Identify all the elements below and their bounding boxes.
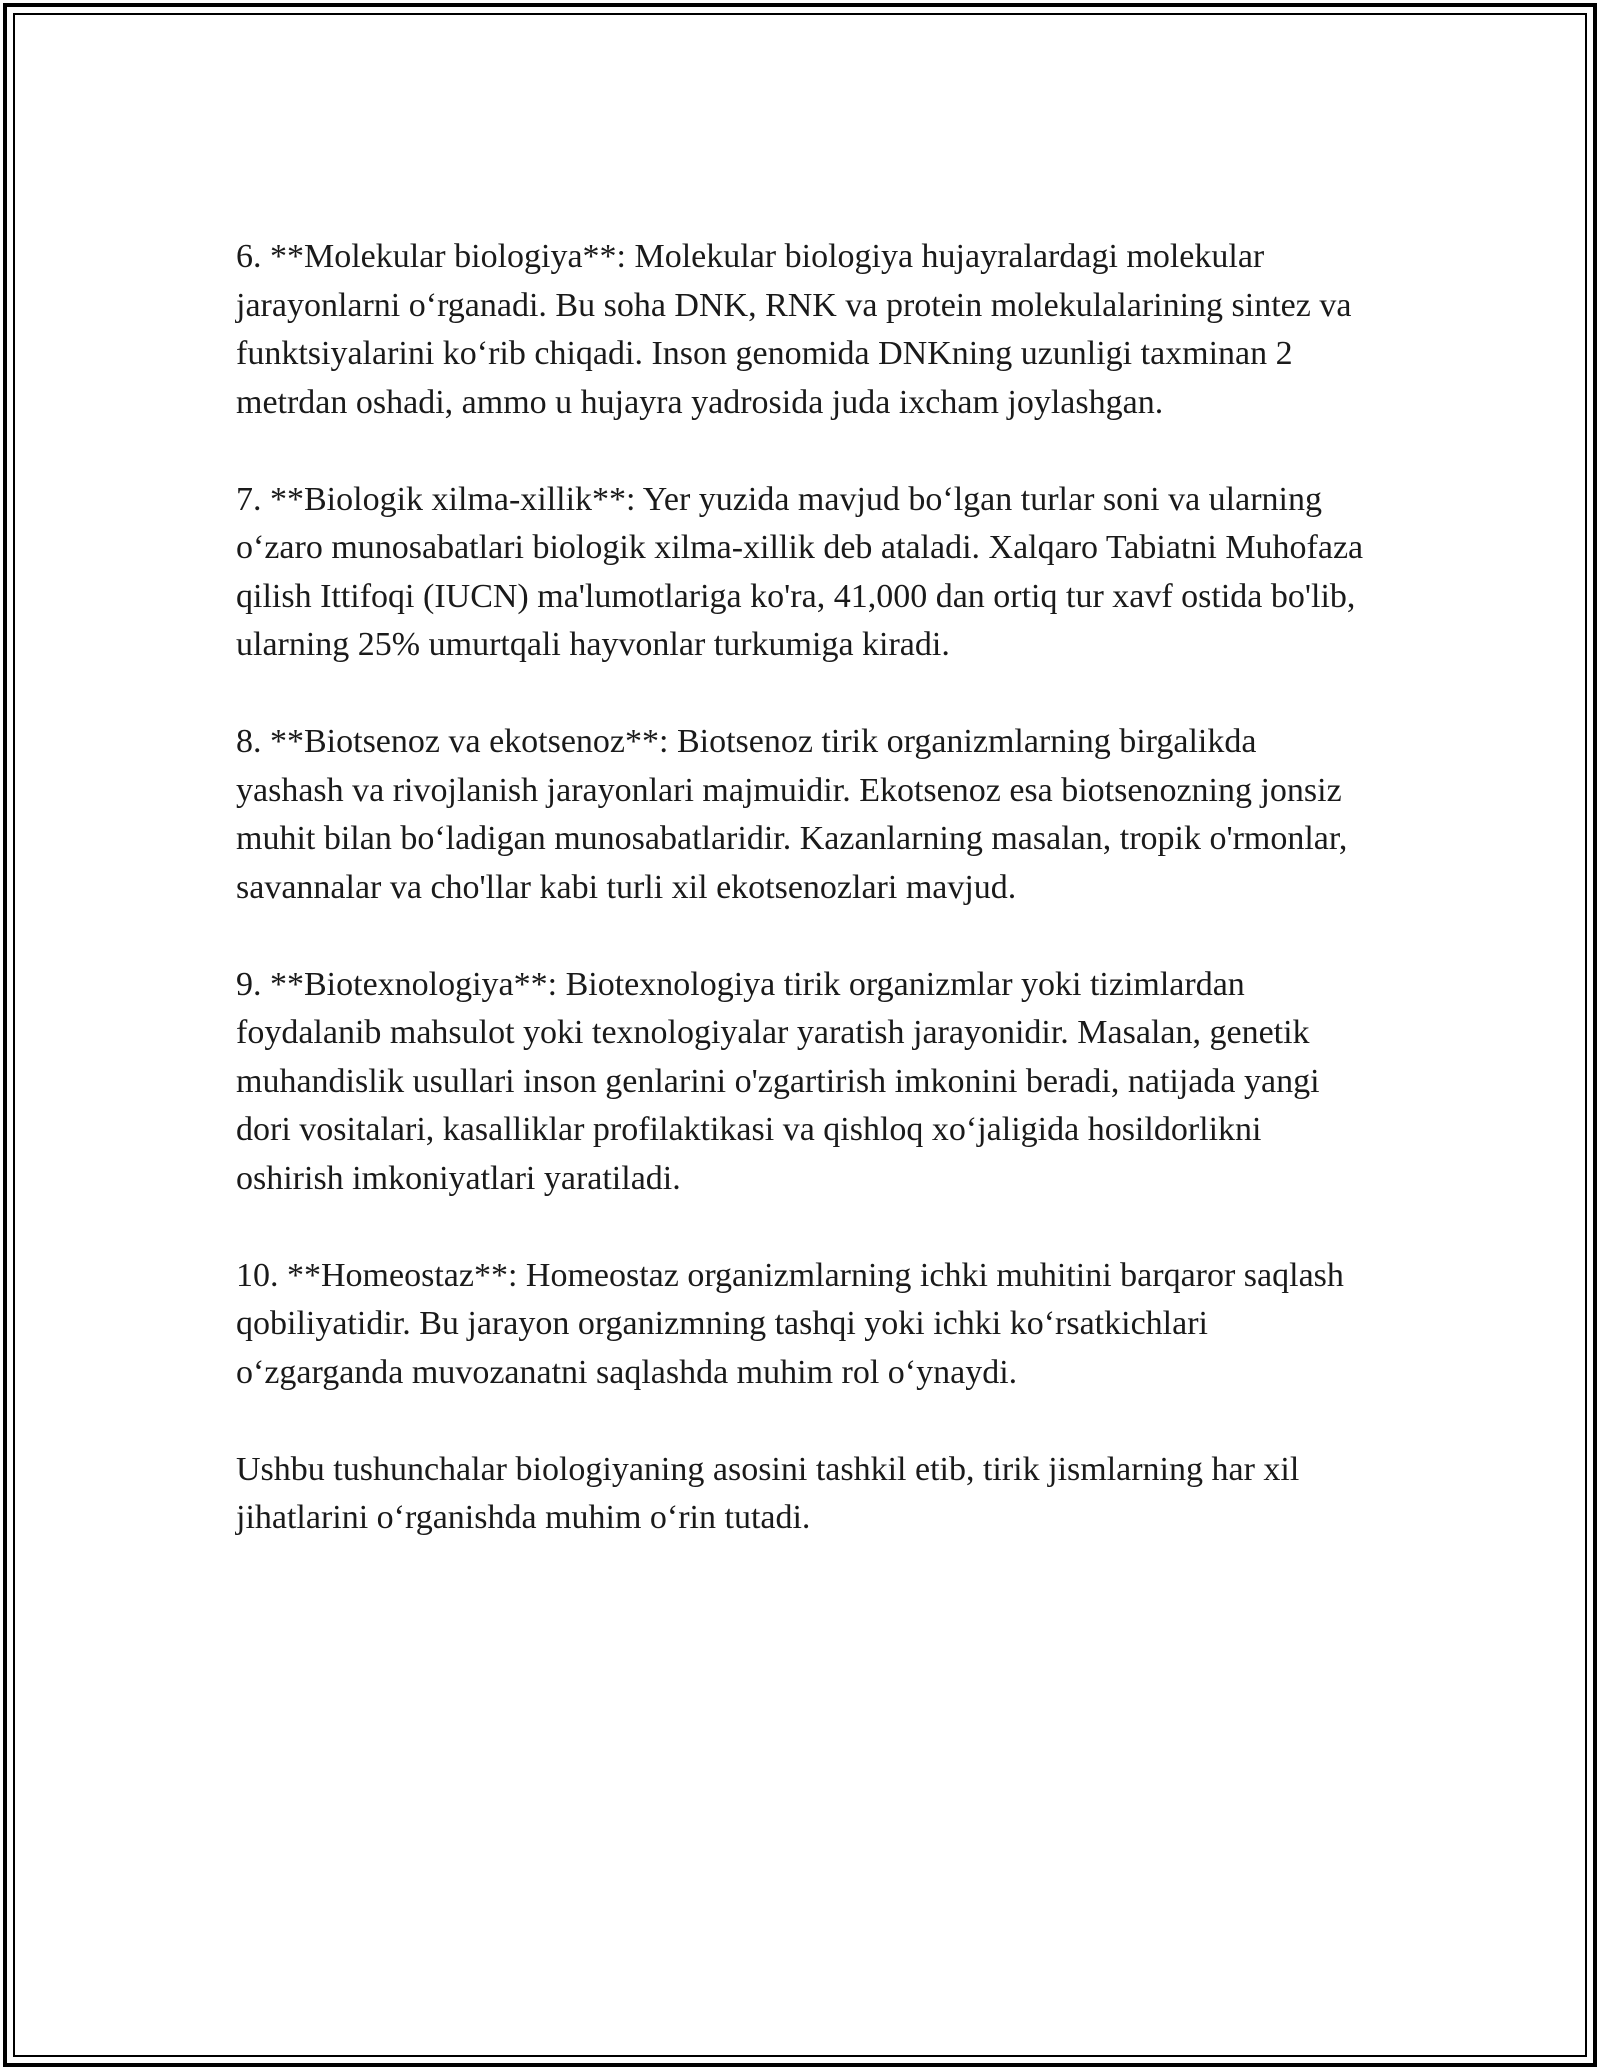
- paragraph-homeostaz: 10. **Homeostaz**: Homeostaz organizmlarning ichki muhitini barqaror saqlash qobiliyatidir. Bu jarayon organizmning tashqi yoki ichki koʻrsatkichlari oʻzgarganda muvozanatni saqlashda muhim rol oʻynaydi.: [236, 1256, 1344, 1391]
- paragraph-biotexnologiya: 9. **Biotexnologiya**: Biotexnologiya tirik organizmlar yoki tizimlardan foydalanib mahsulot yoki texnologiyalar yaratish jarayonidir. Masalan, genetik muhandislik usullari inson genlarini o'zgartirish imkonini beradi, natijada yangi dori vositalari, kasalliklar profilaktikasi va qishloq xoʻjaligida hosildorlikni oshirish imkoniyatlari yaratiladi.: [236, 965, 1320, 1197]
- document-body: [236, 233, 1366, 1591]
- paragraph-conclusion: Ushbu tushunchalar biologiyaning asosini tashkil etib, tirik jismlarning har xil jihatlarini oʻrganishda muhim oʻrin tutadi.: [236, 1450, 1300, 1536]
- paragraph-biologik-xilma-xillik: 7. **Biologik xilma-xillik**: Yer yuzida mavjud boʻlgan turlar soni va ularning oʻzaro munosabatlari biologik xilma-xillik deb ataladi. Xalqaro Tabiatni Muhofaza qilish Ittifoqi (IUCN) ma'lumotlariga ko'ra, 41,000 dan ortiq tur xavf ostida bo'lib, ularning 25% umurtqali hayvonlar turkumiga kiradi.: [236, 480, 1364, 663]
- paragraph-biotsenoz-ekotsenoz: 8. **Biotsenoz va ekotsenoz**: Biotsenoz tirik organizmlarning birgalikda yashash va rivojlanish jarayonlari majmuidir. Ekotsenoz esa biotsenozning jonsiz muhit bilan boʻladigan munosabatlaridir. Kazanlarning masalan, tropik o'rmonlar, savannalar va cho'llar kabi turli xil ekotsenozlari mavjud.: [236, 723, 1348, 906]
- paragraph-molekular-biologiya: 6. **Molekular biologiya**: Molekular biologiya hujayralardagi molekular jarayonlarni oʻrganadi. Bu soha DNK, RNK va protein molekulalarining sintez va funktsiyalarini koʻrib chiqadi. Inson genomida DNKning uzunligi taxminan 2 metrdan oshadi, ammo u hujayra yadrosida juda ixcham joylashgan.: [236, 238, 1352, 421]
